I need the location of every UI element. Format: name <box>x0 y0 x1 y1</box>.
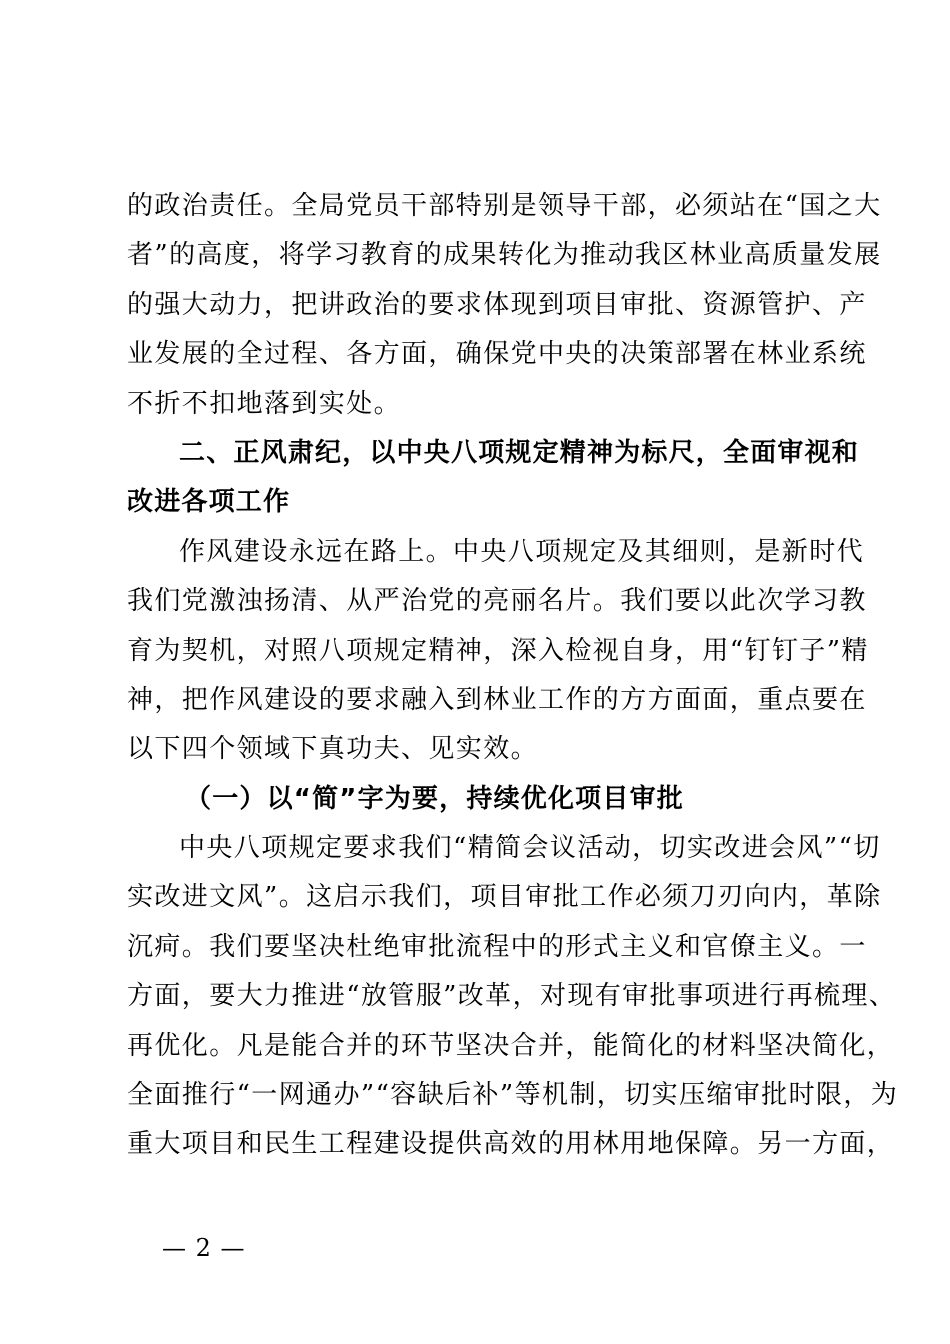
paragraph-line: 方面，要大力推进“放管服”改革，对现有审批事项进行再梳理、 <box>127 981 897 1012</box>
paragraph-line: 的政治责任。全局党员干部特别是领导干部，必须站在“国之大 <box>127 191 882 221</box>
section-two-paragraph <box>127 528 869 775</box>
heading-line: 二、正风肃纪，以中央八项规定精神为标尺，全面审视和 <box>179 437 860 468</box>
paragraph-line: 神，把作风建设的要求融入到林业工作的方方面面，重点要在 <box>127 684 867 715</box>
paragraph-line: 实改进文风”。这启示我们，项目审批工作必须刀刃向内，革除 <box>127 882 882 913</box>
paragraph-line: 的强大动力，把讲政治的要求体现到项目审批、资源管护、产 <box>127 289 867 320</box>
paragraph-line: 中央八项规定要求我们“精简会议活动，切实改进会风”“切 <box>179 833 881 864</box>
paragraph-line: 重大项目和民生工程建设提供高效的用林用地保障。另一方面， <box>127 1129 895 1160</box>
paragraph-line: 育为契机，对照八项规定精神，深入检视自身，用“钉钉子”精 <box>127 635 869 666</box>
subsection-one-paragraph <box>127 824 899 1170</box>
paragraph-line: 以下四个领域下真功夫、见实效。 <box>127 734 539 765</box>
intro-paragraph <box>127 182 882 429</box>
subsection-one-heading: （一）以“简”字为要，持续优化项目审批 <box>185 783 684 814</box>
paragraph-line: 业发展的全过程、各方面，确保党中央的决策部署在林业系统 <box>127 339 867 370</box>
paragraph-line: 再优化。凡是能合并的环节坚决合并，能简化的材料坚决简化， <box>127 1030 895 1061</box>
paragraph-line: 不折不扣地落到实处。 <box>127 388 402 419</box>
heading-line: 改进各项工作 <box>127 487 291 518</box>
paragraph-line: 我们党激浊扬清、从严治党的亮丽名片。我们要以此次学习教 <box>127 586 867 617</box>
paragraph-line: 全面推行“一网通办”“容缺后补”等机制，切实压缩审批时限，为 <box>127 1080 899 1111</box>
paragraph-line: 作风建设永远在路上。中央八项规定及其细则，是新时代 <box>179 536 865 567</box>
paragraph-line: 者”的高度，将学习教育的成果转化为推动我区林业高质量发展 <box>127 240 882 271</box>
section-two-heading <box>127 429 860 528</box>
paragraph-line: 沉疴。我们要坚决杜绝审批流程中的形式主义和官僚主义。一 <box>127 931 867 962</box>
page-number: — 2 — <box>162 1234 246 1262</box>
document-body <box>127 182 899 1170</box>
